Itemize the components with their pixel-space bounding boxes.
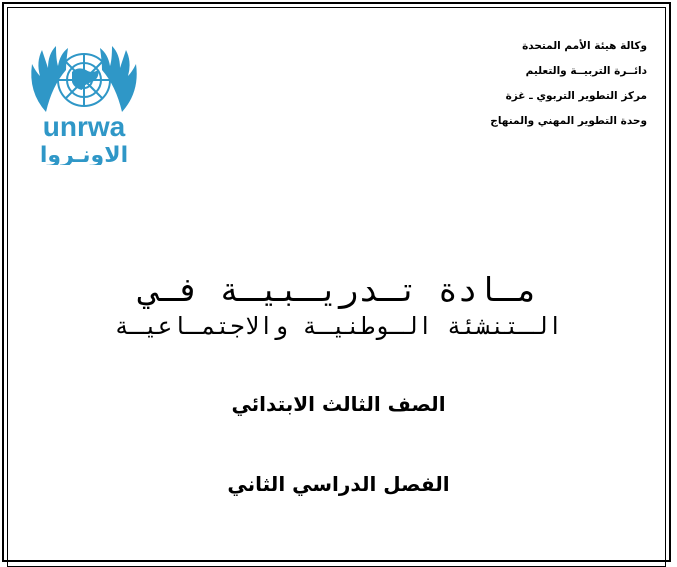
header-line-department: دائــرة التربيــة والتعليم xyxy=(525,65,647,77)
semester-label: الفصل الدراسي الثاني xyxy=(227,472,450,496)
document-subtitle: الـتنشئة الـوطنيـة والاجتمـاعيـة xyxy=(114,312,563,340)
document-title: مـادة تـدريـبيـة فـي xyxy=(139,270,538,309)
grade-level: الصف الثالث الابتدائي xyxy=(231,392,446,416)
header-line-center: مركز التطوير التربوي ـ غزة xyxy=(505,90,647,102)
logo-text-ar: الاونـروا xyxy=(39,143,129,165)
header-line-agency: وكالة هيئة الأمم المتحدة xyxy=(522,40,647,52)
logo-text-en: unrwa xyxy=(42,111,126,142)
un-emblem-icon xyxy=(12,30,157,165)
unrwa-logo xyxy=(12,30,157,165)
organization-header xyxy=(347,38,647,138)
header-line-unit: وحدة التطوير المهني والمنهاج xyxy=(490,115,647,127)
